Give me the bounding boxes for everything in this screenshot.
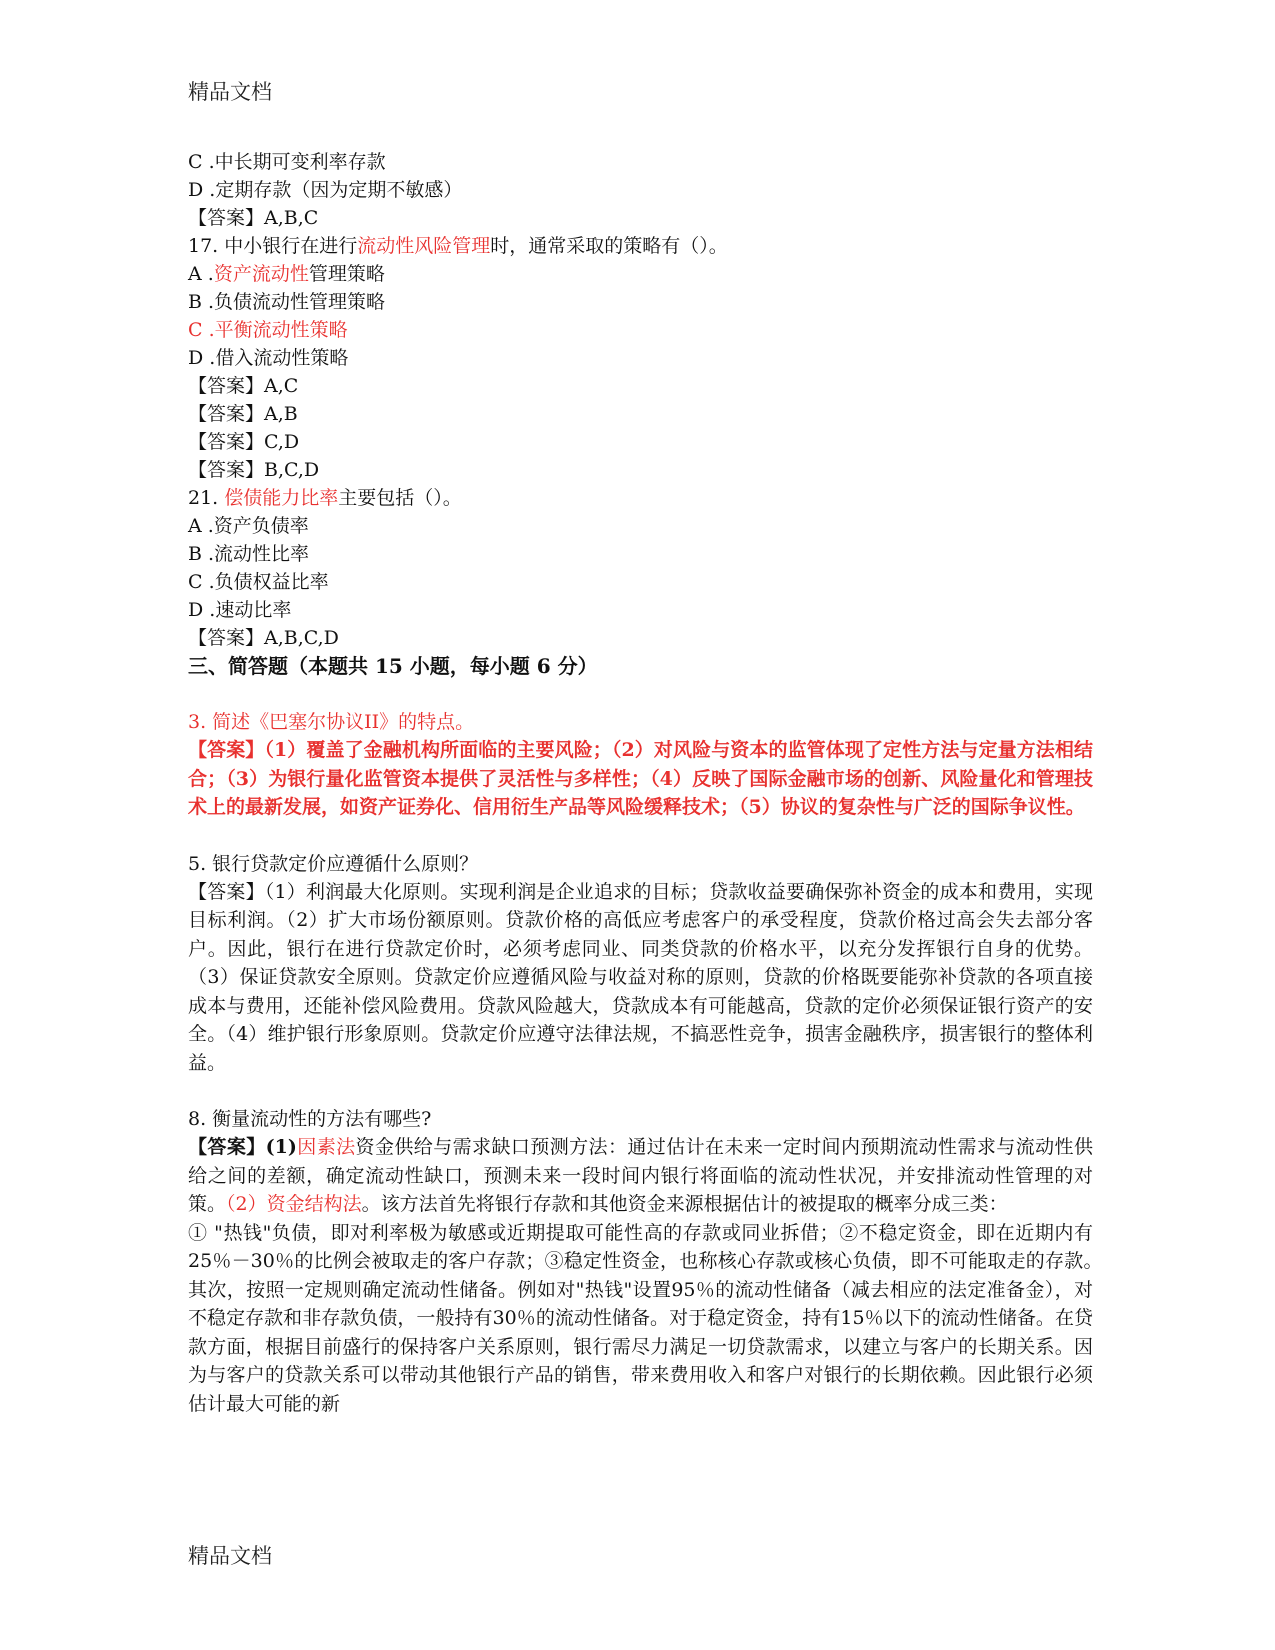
q21-option-b: B .流动性比率 [188,543,310,565]
q8-answer-end: 。该方法首先将银行存款和其他资金来源根据估计的被提取的概率分成三类： [361,1193,1008,1215]
q16-answer: 【答案】A,B,C [188,207,319,229]
q17-option-a-highlight: 资产流动性 [213,263,309,285]
q17-question [188,232,1093,260]
q3-title: 3. 简述《巴塞尔协议II》的特点。 [188,711,475,733]
spacer [188,680,1093,708]
q16-option-c: C .中长期可变利率存款 [188,151,386,173]
q21-answer: 【答案】A,B,C,D [188,627,339,649]
page-header: 精品文档 [188,80,272,104]
q17-option-c: C .平衡流动性策略 [188,319,348,341]
q3-answer: 【答案】（1）覆盖了金融机构所面临的主要风险；（2）对风险与资本的监管体现了定性方法与定量方法相结合；（3）为银行量化监管资本提供了灵活性与多样性；（4）反映了国际金融市场的创新、风险量化和管理技术上的最新发展，如资产证券化、信用衍生产品等风险缓释技术；（5）协议的复杂性与广泛的国际争议性。 [188,739,1093,818]
q21-option-a: A .资产负债率 [188,515,309,537]
q17-answer-1: 【答案】A,C [188,375,299,397]
q17-option-a [188,260,1093,288]
q17-option-b: B .负债流动性管理策略 [188,291,386,313]
q8-title: 8. 衡量流动性的方法有哪些? [188,1108,432,1130]
q17-highlight: 流动性风险管理 [357,235,491,257]
section-title: 三、简答题（本题共 15 小题，每小题 6 分） [188,654,598,678]
q17-option-d: D .借入流动性策略 [188,347,349,369]
q17-text-pre: 中小银行在进行 [224,235,358,257]
q21-highlight: 偿债能力比率 [224,487,339,509]
spacer [188,1077,1093,1105]
q17-answer-2: 【答案】A,B [188,403,298,425]
q17-answer-3: 【答案】C,D [188,431,300,453]
spacer [188,822,1093,850]
q21-text-post: 主要包括（）。 [338,487,462,509]
page-footer: 精品文档 [188,1544,272,1568]
q21-option-c: C .负债权益比率 [188,571,329,593]
q17-option-a-prefix: A . [188,263,214,285]
page-content [188,148,1113,1418]
q8-method-2: （2）资金结构法 [226,1193,362,1215]
q21-option-d: D .速动比率 [188,599,292,621]
q16-option-d: D .定期存款（因为定期不敏感） [188,179,463,201]
q17-option-a-suffix: 管理策略 [308,263,385,285]
q17-text-post: 时，通常采取的策略有（）。 [490,235,728,257]
q8-answer-label: 【答案】(1) [188,1136,297,1158]
q8-method-1: 因素法 [296,1136,356,1158]
q8-answer [188,1133,1093,1219]
q5-title: 5. 银行贷款定价应遵循什么原则？ [188,852,479,875]
q21-question [188,484,1093,512]
q8-answer-continued: ① "热钱"负债，即对利率极为敏感或近期提取可能性高的存款或同业拆借；②不稳定资金，即在近期内有25％－30％的比例会被取走的客户存款；③稳定性资金，也称核心存款或核心负债，即不可能取走的存款。 其次，按照一定规则确定流动性储备。例如对"热钱"设置95％的流动性储备（减去相应的法定准备金），对不稳定存款和非存款负债，一般持有30％的流动性储备。对于稳定资金，持有15％以下的流动性储备。在贷款方面，根据目前盛行的保持客户关系原则，银行需尽力满足一切贷款需求，以建立与客户的长期关系。因为与客户的贷款关系可以带动其他银行产品的销售，带来费用收入和客户对银行的长期依赖。因此银行必须估计最大可能的新 [188,1221,1113,1415]
q21-number: 21. [188,487,219,509]
q5-answer: 【答案】（1）利润最大化原则。实现利润是企业追求的目标；贷款收益要确保弥补资金的成本和费用，实现目标利润。（2）扩大市场份额原则。贷款价格的高低应考虑客户的承受程度，贷款价格过高会失去部分客户。因此，银行在进行贷款定价时，必须考虑同业、同类贷款的价格水平，以充分发挥银行自身的优势。（3）保证贷款安全原则。贷款定价应遵循风险与收益对称的原则，贷款的价格既要能弥补贷款的各项直接成本与费用，还能补偿风险费用。贷款风险越大，贷款成本有可能越高，贷款的定价必须保证银行资产的安全。（4）维护银行形象原则。贷款定价应遵守法律法规，不搞恶性竞争，损害金融秩序，损害银行的整体利益。 [188,880,1093,1074]
q17-number: 17. [188,235,219,257]
q8-answer-mid: 资金供给与需求缺口预测方法：通过估计在未来一定时间内预期流动性需求与流动性供给之间的差额，确定流动性缺口，预测未来一段时间内银行将面临的流动性状况，并安排流动性管理的对策。 [188,1136,1093,1215]
q17-answer-4: 【答案】B,C,D [188,459,320,481]
